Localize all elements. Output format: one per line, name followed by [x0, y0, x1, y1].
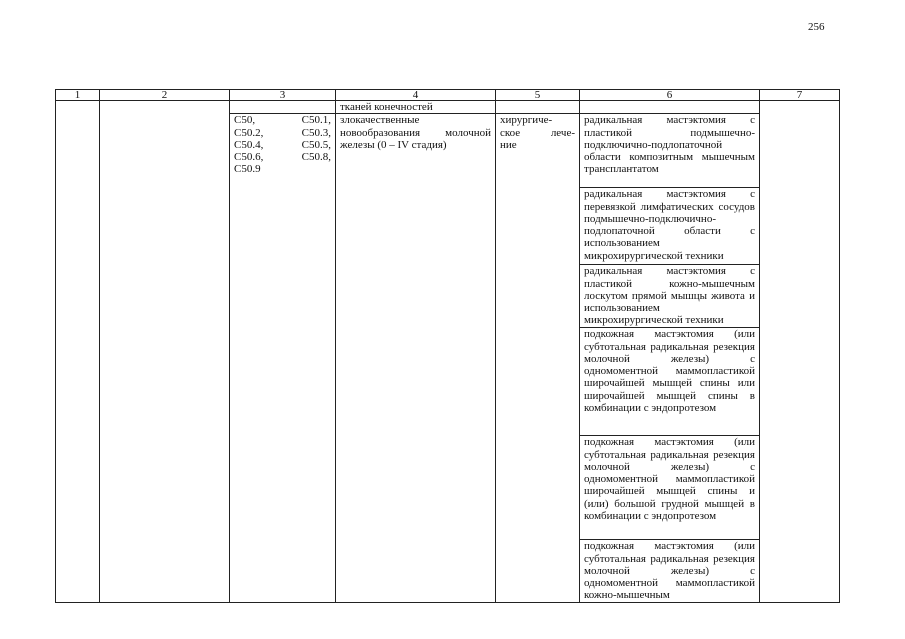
- cell-col-7: [760, 101, 840, 603]
- icd-code: C50.2,: [234, 126, 264, 139]
- cell-col-1: [56, 101, 100, 603]
- cell-col-3-cont: [230, 101, 336, 114]
- treatment-type-cell: [496, 114, 580, 603]
- icd-code: C50,: [234, 114, 256, 127]
- header-col-3: 3: [230, 90, 336, 101]
- page-number: 256: [808, 21, 825, 33]
- cell-col-2: [100, 101, 230, 603]
- header-col-6: 6: [580, 90, 760, 101]
- icd-code: C50.9: [234, 163, 261, 176]
- continuation-row: [56, 101, 840, 114]
- header-col-5: 5: [496, 90, 580, 101]
- icd-code: C50.3,: [301, 126, 331, 139]
- icd-code: C50.8,: [301, 151, 331, 164]
- method-item: подкожная мастэктомия (или субтотальная радикальная резекция молочной железы) с одномоментной маммопластикой широчайшей мышцей спины и (или) большой грудной мышцей в комбинации с эндопротезом: [580, 436, 759, 540]
- method-item: радикальная мастэктомия с перевязкой лимфатических сосудов подмышечно-подключично-подлопаточной области с использованием микрохирургической техники: [580, 188, 759, 265]
- icd-codes: [234, 114, 331, 175]
- method-item: радикальная мастэктомия с пластикой подмышечно-подключично-подлопаточной области композитным мышечным трансплантатом: [580, 114, 759, 188]
- header-col-1: 1: [56, 90, 100, 101]
- treatment-type-line-2: [500, 127, 575, 139]
- method-item: подкожная мастэктомия (или субтотальная радикальная резекция молочной железы) с одномоментной маммопластикой кожно-мышечным: [584, 540, 755, 602]
- treatment-type-line-3: ние: [500, 138, 517, 151]
- cell-col-4-cont: тканей конечностей: [336, 101, 496, 114]
- medical-procedures-table: [55, 89, 840, 603]
- header-col-2: 2: [100, 90, 230, 101]
- condition-cell: злокачественные новообразования молочной железы (0 – IV стадия): [336, 114, 496, 603]
- cell-col-5-cont: [496, 101, 580, 114]
- header-col-7: 7: [760, 90, 840, 101]
- treatment-type-word: лече-: [550, 126, 575, 139]
- icd-code: C50.6,: [234, 151, 264, 164]
- icd-code: C50.5,: [301, 138, 331, 151]
- cell-col-6-cont: [580, 101, 760, 114]
- icd-code: C50.1,: [301, 114, 331, 127]
- method-item: радикальная мастэктомия с пластикой кожно-мышечным лоскутом прямой мышцы живота и использованием микрохирургической техники: [580, 265, 759, 328]
- treatment-type-word: ское: [500, 126, 521, 139]
- method-item: подкожная мастэктомия (или субтотальная радикальная резекция молочной железы) с одномоментной маммопластикой широчайшей мышцей спины или широчайшей мышцей спины в комбинации с эндопротезом: [580, 328, 759, 436]
- treatment-type-line-1: хирургиче-: [500, 114, 553, 127]
- header-col-4: 4: [336, 90, 496, 101]
- methods-cell: [580, 114, 760, 603]
- icd-code: C50.4,: [234, 138, 264, 151]
- icd-codes-cell: [230, 114, 336, 603]
- header-row: [56, 90, 840, 101]
